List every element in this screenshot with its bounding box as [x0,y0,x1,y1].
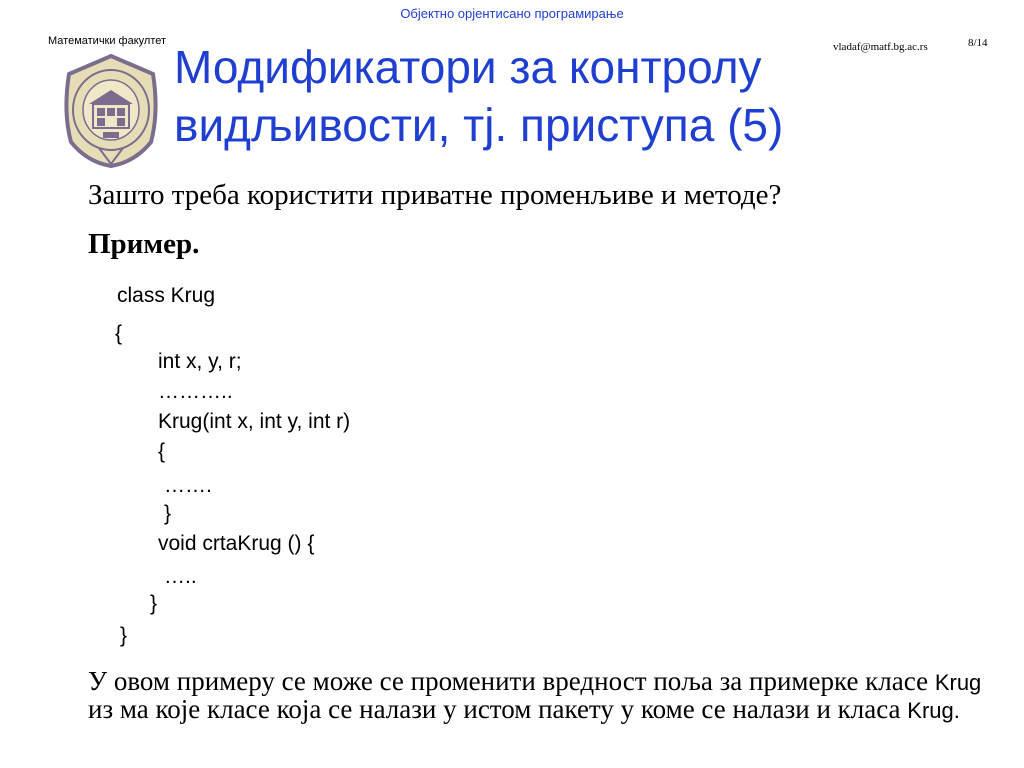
code-line-10: ….. [164,565,197,588]
summary-class-name-1: Krug [934,670,982,695]
code-line-7: ……. [164,474,212,497]
code-line-12: } [120,624,128,647]
summary-text-1: У овом примеру се може се променити вредност поља за примерке класе [88,666,935,696]
author-email: vladaf@matf.bg.ac.rs [833,41,928,53]
example-label: Пример. [88,228,200,260]
code-line-8: } [164,502,172,525]
question-text: Зашто треба користити приватне променљиве и методе? [88,179,782,211]
course-title: Објектно орјентисано програмирање [400,6,624,21]
code-line-9: void crtaKrug () { [158,532,315,555]
faculty-name: Математички факултет [48,35,167,47]
slide-title-line-1: Модификатори за контролу [174,41,762,93]
code-line-1: class Krug [117,284,216,307]
page-indicator: 8/14 [968,37,988,49]
code-line-3: int x, y, r; [158,350,242,373]
slide-title [174,38,1004,154]
code-line-2: { [115,322,123,345]
code-line-4: ……….. [158,380,233,403]
code-line-6: { [158,440,166,463]
code-line-5: Krug(int x, int y, int r) [158,410,351,433]
summary-paragraph [88,668,988,724]
summary-class-name-2: Krug. [907,698,960,723]
slide-title-line-2: видљивости, тј. приступа (5) [174,99,784,151]
code-line-11: } [150,592,158,615]
faculty-seal-icon [55,52,167,170]
summary-text-2: из ма које класе која се налази у истом пакету у коме се налази и класа [88,694,908,724]
